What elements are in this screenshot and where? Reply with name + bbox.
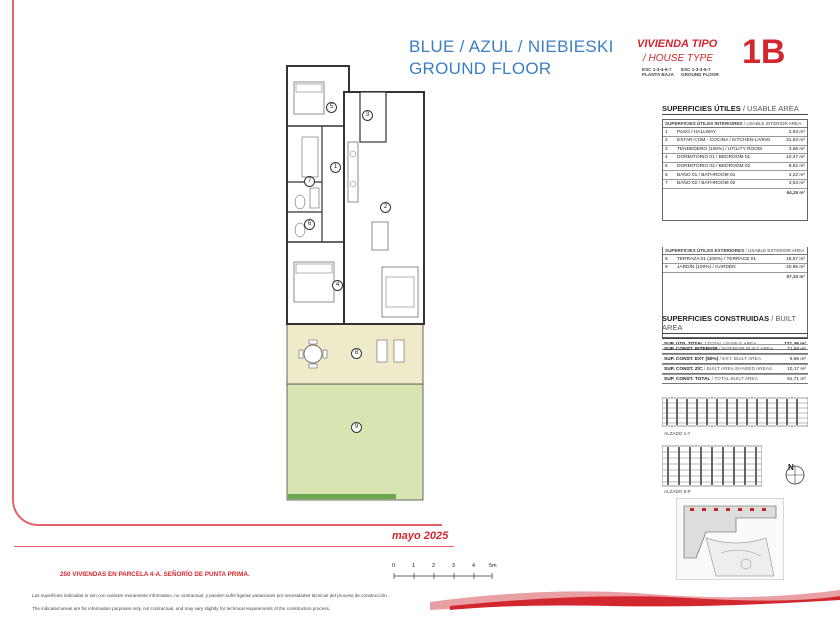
built-area-row [662, 374, 808, 384]
development-title: 250 VIVIENDAS EN PARCELA 4-A. SEÑORÍO DE PUNTA PRIMA. [60, 571, 250, 578]
built-row-label: SUP. CONST. TOTAL [664, 377, 711, 382]
building-elevation-1 [662, 392, 808, 430]
area-row-number: 5 [663, 162, 675, 171]
built-row-value: 71,59 m² [787, 347, 806, 352]
built-area-row [662, 354, 808, 364]
area-row-value: 40,86 m² [773, 264, 807, 273]
area-row-label: DORMITORIO 01 / BEDROOM 01 [675, 154, 773, 163]
area-row [663, 137, 807, 146]
area-row-value: 16,57 m² [773, 255, 807, 263]
interior-subtitle: SUPERFICIES ÚTILES INTERIORES / USABLE INTERIOR AREA [663, 120, 807, 128]
built-row-label-en: / TOTAL BUILT AREA [711, 377, 758, 382]
usable-interior-box [662, 119, 808, 221]
room-label-1: 1 [330, 162, 341, 173]
area-row-label: DORMITORIO 02 / BEDROOM 02 [675, 162, 773, 171]
room-label-3: 3 [362, 110, 373, 121]
area-row-number: 1 [663, 128, 675, 136]
room-label-7: 7 [304, 176, 315, 187]
elevation-label-2: ALZADO 8-P [664, 489, 691, 494]
area-row-label: JARDÍN (100%) / GARDEN [675, 264, 773, 273]
built-area-title: SUPERFICIES CONSTRUIDAS / BUILT AREA [662, 314, 808, 334]
scale-bar [392, 564, 502, 582]
room-label-6: 6 [304, 219, 315, 230]
exterior-area-table [663, 255, 807, 272]
total-usable-row: SUP. ÚTIL TOTAL / TOTAL USABLE AREA 121,49 m² [662, 338, 808, 350]
built-row-label-en: / EXT. BUILT AREA [719, 357, 762, 362]
interior-area-table [663, 128, 807, 188]
plan-title-line2: GROUND FLOOR [409, 59, 552, 78]
built-area-panel [662, 314, 808, 384]
floor-plan [282, 62, 430, 510]
area-row-number: 9 [663, 264, 675, 273]
date-label: mayo 2025 [392, 530, 449, 542]
area-row-value: 3,66 m² [773, 145, 807, 154]
area-row-number: 7 [663, 179, 675, 188]
house-type-label-en: / HOUSE TYPE [643, 53, 714, 64]
elevation-label-1: ALZADO 1-7 [664, 431, 691, 436]
area-row-value: 3,22 m² [773, 171, 807, 180]
date-underline [14, 546, 454, 547]
house-type-label: VIVIENDA TIPO [637, 38, 718, 50]
area-row [663, 145, 807, 154]
stair-info-es: ESC 1-3-4-6-7 PLANTA BAJA [642, 67, 674, 78]
area-row-label: TENDEDERO (100%) / UTILITY ROOM [675, 145, 773, 154]
interior-total: 64,26 m² [786, 189, 805, 195]
usable-area-title: SUPERFICIES ÚTILES / USABLE AREA [662, 104, 808, 115]
built-area-row [662, 344, 808, 354]
area-row [663, 264, 807, 273]
area-row-label: BAÑO 01 / BATHROOM 01 [675, 171, 773, 180]
built-row-label-en: / INTERIOR BUILT AREA [719, 347, 774, 352]
room-label-4: 4 [332, 280, 343, 291]
north-compass-icon [782, 462, 808, 488]
house-type-code: 1B [742, 33, 786, 71]
plan-title-line1: BLUE / AZUL / NIEBIESKI [409, 37, 614, 56]
area-row-value: 9,92 m² [773, 162, 807, 171]
building-elevation-2 [662, 442, 762, 488]
area-row-label: BAÑO 02 / BATHROOM 02 [675, 179, 773, 188]
area-row-number: 6 [663, 171, 675, 180]
built-row-label: SUP. CONST. INTERIOR [664, 347, 718, 352]
area-row-value: 31,53 m² [773, 137, 807, 146]
built-row-value: 91,71 m² [787, 377, 806, 382]
built-row-label-en: / BUILT AREA SHARED AREAS [703, 367, 773, 372]
area-row-number: 2 [663, 137, 675, 146]
area-row [663, 128, 807, 136]
built-row-value: 9,96 m² [789, 357, 806, 362]
compass-letter: N [788, 463, 794, 472]
disclaimer-es: Las superficies indicadas lo son con carácter meramente informativo, no contractual, y pueden sufrir ligeras variaciones por necesidades técnicas del proceso de construcción. [32, 593, 389, 598]
built-area-row [662, 364, 808, 374]
built-row-label: SUP. CONST. Z/C [664, 367, 703, 372]
area-row-label: ESTAR-COM.- COCINA / KITCHEN-LIVING [675, 137, 773, 146]
room-label-2: 2 [380, 202, 391, 213]
room-label-8: 8 [351, 348, 362, 359]
area-row-value: 2,93 m² [773, 128, 807, 136]
site-key-plan [676, 498, 784, 580]
room-label-9: 9 [351, 422, 362, 433]
area-row-value: 10,47 m² [773, 154, 807, 163]
area-row [663, 171, 807, 180]
area-row-label: TERRAZA 01 (100%) / TERRACE 01 [675, 255, 773, 263]
built-row-value: 10,17 m² [787, 367, 806, 372]
area-row-label: PASO / HALLWAY [675, 128, 773, 136]
exterior-total: 57,33 m² [786, 273, 805, 279]
area-row-number: 3 [663, 145, 675, 154]
area-row-value: 3,53 m² [773, 179, 807, 188]
area-row-number: 8 [663, 255, 675, 263]
room-label-5: 5 [326, 102, 337, 113]
area-row-number: 4 [663, 154, 675, 163]
area-row [663, 255, 807, 263]
exterior-subtitle: SUPERFICIES ÚTILES EXTERIORES / USABLE EXTERIOR AREA [663, 247, 807, 255]
disclaimer-en: The indicated areas are for information purposes only, not contractual, and may vary slightly for technical requirements of the construction process. [32, 606, 331, 611]
area-row [663, 179, 807, 188]
stair-info-en: ESC 1-3-4-6-7 GROUND FLOOR [681, 67, 719, 78]
built-area-rows [662, 344, 808, 384]
area-row [663, 154, 807, 163]
area-row [663, 162, 807, 171]
built-row-label: SUP. CONST. EXT (50%) [664, 357, 719, 362]
brand-swoosh [430, 584, 840, 614]
